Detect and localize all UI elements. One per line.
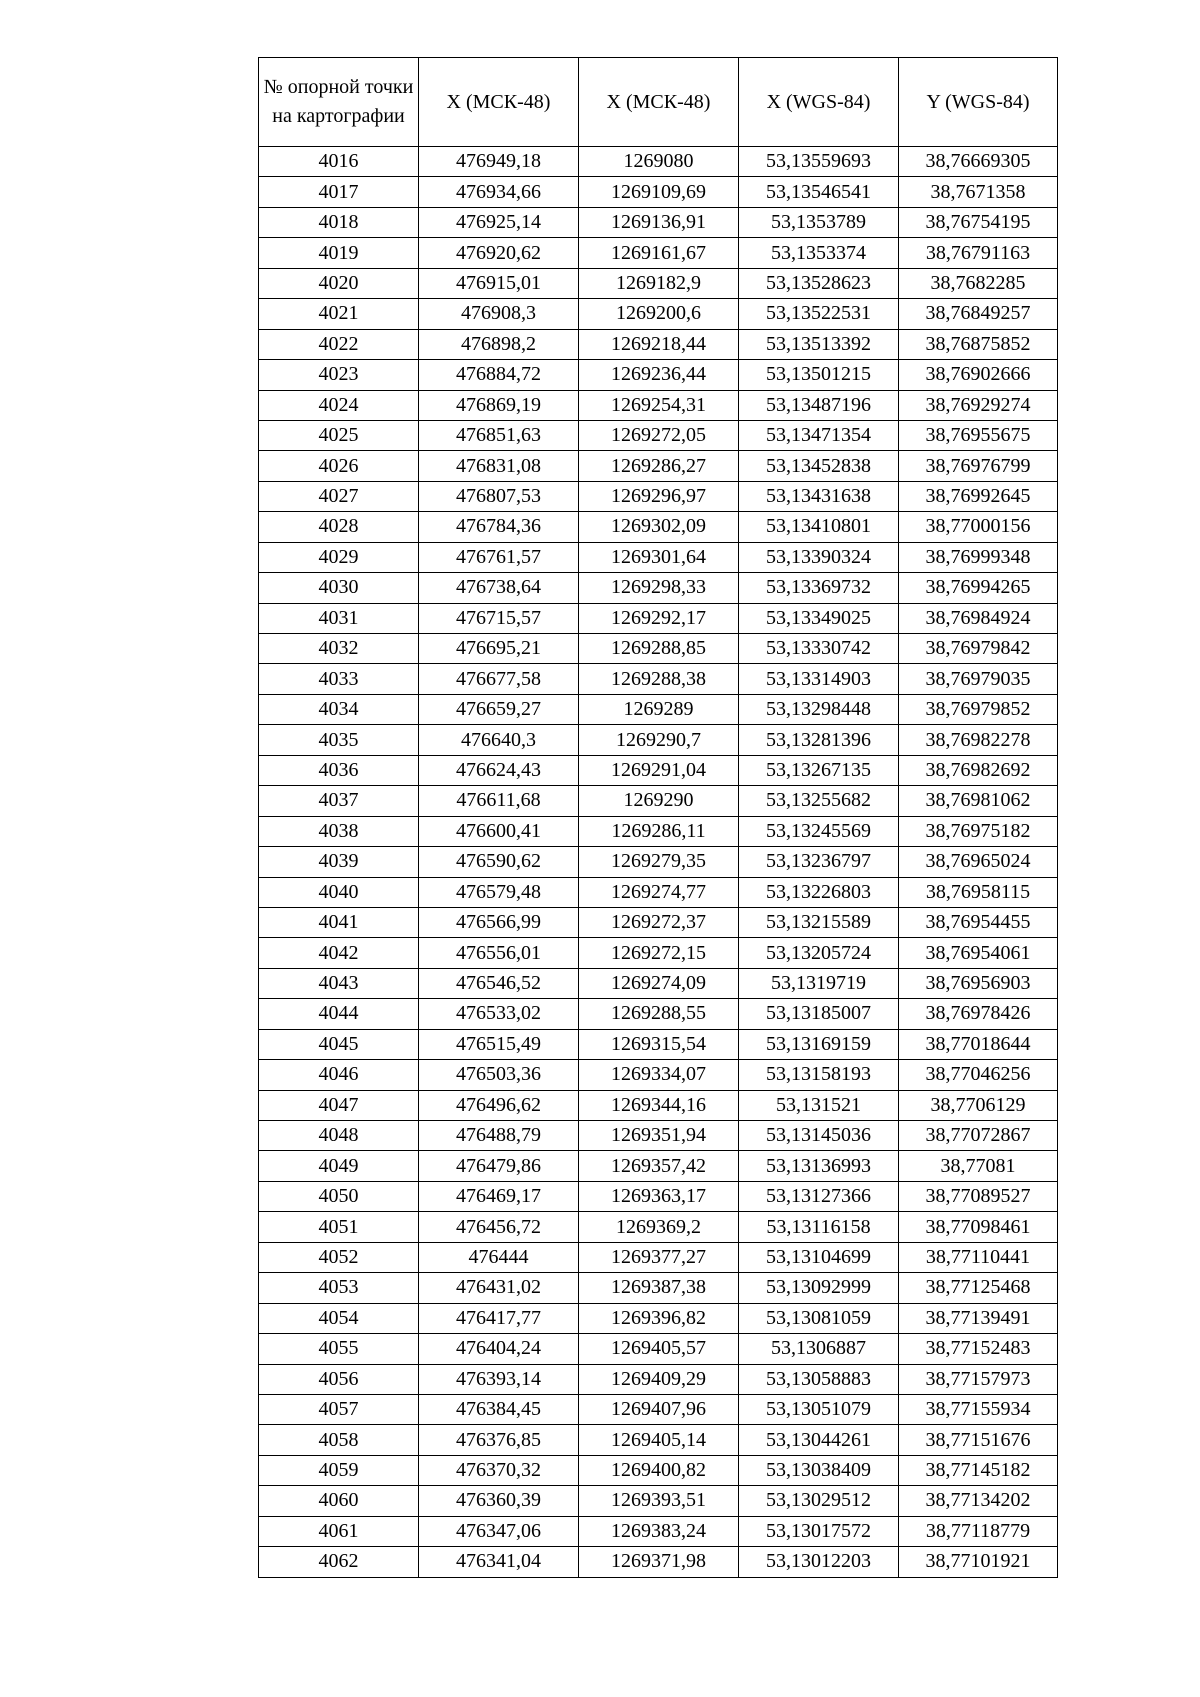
- cell-x-msk48-second: 1269407,96: [579, 1394, 739, 1424]
- cell-y-wgs84: 38,76954061: [899, 938, 1058, 968]
- cell-x-msk48: 476761,57: [419, 542, 579, 572]
- cell-point-number: 4051: [259, 1212, 419, 1242]
- cell-point-number: 4034: [259, 694, 419, 724]
- cell-x-msk48: 476925,14: [419, 207, 579, 237]
- cell-x-msk48-second: 1269369,2: [579, 1212, 739, 1242]
- cell-y-wgs84: 38,76992645: [899, 481, 1058, 511]
- cell-x-wgs84: 53,13314903: [739, 664, 899, 694]
- cell-point-number: 4050: [259, 1181, 419, 1211]
- table-row: [259, 1060, 1058, 1090]
- cell-x-msk48-second: 1269080: [579, 147, 739, 177]
- cell-x-msk48: 476503,36: [419, 1060, 579, 1090]
- cell-x-msk48-second: 1269161,67: [579, 238, 739, 268]
- cell-x-wgs84: 53,13298448: [739, 694, 899, 724]
- cell-x-wgs84: 53,13390324: [739, 542, 899, 572]
- cell-y-wgs84: 38,76929274: [899, 390, 1058, 420]
- cell-x-wgs84: 53,1319719: [739, 968, 899, 998]
- table-row: [259, 1394, 1058, 1424]
- cell-x-msk48: 476370,32: [419, 1455, 579, 1485]
- cell-point-number: 4037: [259, 786, 419, 816]
- cell-x-msk48: 476546,52: [419, 968, 579, 998]
- cell-point-number: 4030: [259, 573, 419, 603]
- cell-point-number: 4035: [259, 725, 419, 755]
- table-row: [259, 1364, 1058, 1394]
- cell-x-wgs84: 53,13145036: [739, 1121, 899, 1151]
- cell-y-wgs84: 38,76999348: [899, 542, 1058, 572]
- cell-y-wgs84: 38,77072867: [899, 1121, 1058, 1151]
- header-row: [259, 58, 1058, 147]
- table-row: [259, 755, 1058, 785]
- cell-point-number: 4047: [259, 1090, 419, 1120]
- cell-x-msk48: 476611,68: [419, 786, 579, 816]
- cell-x-msk48: 476898,2: [419, 329, 579, 359]
- cell-x-msk48-second: 1269400,82: [579, 1455, 739, 1485]
- cell-x-wgs84: 53,1353789: [739, 207, 899, 237]
- cell-x-msk48: 476915,01: [419, 268, 579, 298]
- cell-x-wgs84: 53,13431638: [739, 481, 899, 511]
- cell-y-wgs84: 38,76956903: [899, 968, 1058, 998]
- cell-y-wgs84: 38,7682285: [899, 268, 1058, 298]
- cell-x-msk48-second: 1269302,09: [579, 512, 739, 542]
- cell-point-number: 4023: [259, 360, 419, 390]
- cell-point-number: 4029: [259, 542, 419, 572]
- cell-y-wgs84: 38,76754195: [899, 207, 1058, 237]
- cell-y-wgs84: 38,77151676: [899, 1425, 1058, 1455]
- table-row: [259, 1425, 1058, 1455]
- cell-x-msk48: 476496,62: [419, 1090, 579, 1120]
- header-x-wgs84: X (WGS-84): [739, 58, 899, 147]
- cell-x-msk48: 476566,99: [419, 907, 579, 937]
- cell-x-msk48: 476376,85: [419, 1425, 579, 1455]
- cell-y-wgs84: 38,77018644: [899, 1029, 1058, 1059]
- cell-y-wgs84: 38,76994265: [899, 573, 1058, 603]
- table-row: [259, 542, 1058, 572]
- cell-x-msk48: 476869,19: [419, 390, 579, 420]
- cell-x-msk48: 476738,64: [419, 573, 579, 603]
- cell-x-msk48: 476908,3: [419, 299, 579, 329]
- cell-y-wgs84: 38,77155934: [899, 1394, 1058, 1424]
- cell-y-wgs84: 38,77081: [899, 1151, 1058, 1181]
- table-row: [259, 481, 1058, 511]
- cell-x-wgs84: 53,13255682: [739, 786, 899, 816]
- cell-x-wgs84: 53,13127366: [739, 1181, 899, 1211]
- cell-x-msk48: 476659,27: [419, 694, 579, 724]
- cell-point-number: 4061: [259, 1516, 419, 1546]
- table-row: [259, 968, 1058, 998]
- cell-y-wgs84: 38,76669305: [899, 147, 1058, 177]
- cell-x-msk48-second: 1269377,27: [579, 1242, 739, 1272]
- cell-x-msk48: 476556,01: [419, 938, 579, 968]
- cell-x-msk48-second: 1269109,69: [579, 177, 739, 207]
- cell-x-msk48: 476488,79: [419, 1121, 579, 1151]
- table-row: [259, 1516, 1058, 1546]
- table-row: [259, 603, 1058, 633]
- cell-y-wgs84: 38,77118779: [899, 1516, 1058, 1546]
- cell-x-msk48-second: 1269405,14: [579, 1425, 739, 1455]
- cell-point-number: 4039: [259, 847, 419, 877]
- cell-x-msk48: 476341,04: [419, 1547, 579, 1577]
- cell-y-wgs84: 38,76902666: [899, 360, 1058, 390]
- cell-x-msk48: 476807,53: [419, 481, 579, 511]
- cell-point-number: 4024: [259, 390, 419, 420]
- cell-x-wgs84: 53,131521: [739, 1090, 899, 1120]
- cell-x-msk48: 476934,66: [419, 177, 579, 207]
- table-row: [259, 847, 1058, 877]
- cell-x-wgs84: 53,13281396: [739, 725, 899, 755]
- cell-y-wgs84: 38,77157973: [899, 1364, 1058, 1394]
- cell-point-number: 4048: [259, 1121, 419, 1151]
- cell-x-wgs84: 53,13226803: [739, 877, 899, 907]
- table-row: [259, 207, 1058, 237]
- table-row: [259, 1334, 1058, 1364]
- cell-point-number: 4052: [259, 1242, 419, 1272]
- cell-x-msk48-second: 1269291,04: [579, 755, 739, 785]
- table-row: [259, 573, 1058, 603]
- cell-y-wgs84: 38,76791163: [899, 238, 1058, 268]
- cell-x-wgs84: 53,13017572: [739, 1516, 899, 1546]
- cell-y-wgs84: 38,77110441: [899, 1242, 1058, 1272]
- cell-point-number: 4045: [259, 1029, 419, 1059]
- cell-point-number: 4060: [259, 1486, 419, 1516]
- cell-point-number: 4016: [259, 147, 419, 177]
- cell-x-msk48: 476784,36: [419, 512, 579, 542]
- cell-point-number: 4021: [259, 299, 419, 329]
- cell-y-wgs84: 38,76982278: [899, 725, 1058, 755]
- cell-x-msk48-second: 1269405,57: [579, 1334, 739, 1364]
- table-row: [259, 786, 1058, 816]
- cell-point-number: 4056: [259, 1364, 419, 1394]
- table-row: [259, 177, 1058, 207]
- cell-x-wgs84: 53,13501215: [739, 360, 899, 390]
- cell-point-number: 4025: [259, 420, 419, 450]
- cell-x-msk48: 476851,63: [419, 420, 579, 450]
- table-row: [259, 390, 1058, 420]
- cell-x-msk48-second: 1269286,11: [579, 816, 739, 846]
- cell-x-wgs84: 53,13410801: [739, 512, 899, 542]
- cell-x-msk48-second: 1269315,54: [579, 1029, 739, 1059]
- cell-point-number: 4031: [259, 603, 419, 633]
- cell-x-msk48: 476624,43: [419, 755, 579, 785]
- table-row: [259, 1486, 1058, 1516]
- cell-y-wgs84: 38,77145182: [899, 1455, 1058, 1485]
- cell-point-number: 4059: [259, 1455, 419, 1485]
- cell-x-msk48: 476695,21: [419, 634, 579, 664]
- cell-point-number: 4046: [259, 1060, 419, 1090]
- cell-x-wgs84: 53,13116158: [739, 1212, 899, 1242]
- cell-y-wgs84: 38,76875852: [899, 329, 1058, 359]
- cell-x-wgs84: 53,13452838: [739, 451, 899, 481]
- cell-point-number: 4054: [259, 1303, 419, 1333]
- cell-x-wgs84: 53,13136993: [739, 1151, 899, 1181]
- cell-y-wgs84: 38,76955675: [899, 420, 1058, 450]
- cell-y-wgs84: 38,76978426: [899, 999, 1058, 1029]
- cell-y-wgs84: 38,76982692: [899, 755, 1058, 785]
- cell-y-wgs84: 38,76976799: [899, 451, 1058, 481]
- cell-x-msk48-second: 1269351,94: [579, 1121, 739, 1151]
- cell-point-number: 4041: [259, 907, 419, 937]
- cell-point-number: 4057: [259, 1394, 419, 1424]
- cell-x-wgs84: 53,13169159: [739, 1029, 899, 1059]
- cell-y-wgs84: 38,76979035: [899, 664, 1058, 694]
- table-row: [259, 694, 1058, 724]
- table-row: [259, 1151, 1058, 1181]
- cell-x-wgs84: 53,13522531: [739, 299, 899, 329]
- cell-x-wgs84: 53,13330742: [739, 634, 899, 664]
- cell-point-number: 4036: [259, 755, 419, 785]
- cell-x-msk48: 476884,72: [419, 360, 579, 390]
- table-row: [259, 1090, 1058, 1120]
- cell-x-msk48-second: 1269279,35: [579, 847, 739, 877]
- cell-x-wgs84: 53,13236797: [739, 847, 899, 877]
- cell-y-wgs84: 38,76954455: [899, 907, 1058, 937]
- cell-x-wgs84: 53,13058883: [739, 1364, 899, 1394]
- table-row: [259, 1547, 1058, 1577]
- cell-x-msk48-second: 1269292,17: [579, 603, 739, 633]
- table-row: [259, 1455, 1058, 1485]
- cell-x-msk48: 476533,02: [419, 999, 579, 1029]
- cell-x-wgs84: 53,13081059: [739, 1303, 899, 1333]
- cell-x-msk48-second: 1269218,44: [579, 329, 739, 359]
- cell-x-msk48-second: 1269182,9: [579, 268, 739, 298]
- cell-point-number: 4042: [259, 938, 419, 968]
- cell-x-msk48: 476384,45: [419, 1394, 579, 1424]
- table-row: [259, 1303, 1058, 1333]
- table-row: [259, 451, 1058, 481]
- cell-x-msk48: 476417,77: [419, 1303, 579, 1333]
- cell-point-number: 4062: [259, 1547, 419, 1577]
- table-row: [259, 907, 1058, 937]
- cell-x-msk48: 476404,24: [419, 1334, 579, 1364]
- cell-x-msk48: 476831,08: [419, 451, 579, 481]
- cell-y-wgs84: 38,7671358: [899, 177, 1058, 207]
- cell-x-msk48-second: 1269393,51: [579, 1486, 739, 1516]
- cell-y-wgs84: 38,76849257: [899, 299, 1058, 329]
- cell-y-wgs84: 38,77098461: [899, 1212, 1058, 1242]
- cell-y-wgs84: 38,77152483: [899, 1334, 1058, 1364]
- cell-point-number: 4038: [259, 816, 419, 846]
- cell-x-wgs84: 53,13205724: [739, 938, 899, 968]
- coordinates-table: [258, 57, 1058, 1578]
- cell-x-msk48: 476715,57: [419, 603, 579, 633]
- cell-x-wgs84: 53,13513392: [739, 329, 899, 359]
- cell-x-msk48-second: 1269272,15: [579, 938, 739, 968]
- cell-point-number: 4044: [259, 999, 419, 1029]
- cell-x-msk48-second: 1269301,64: [579, 542, 739, 572]
- cell-x-msk48-second: 1269136,91: [579, 207, 739, 237]
- cell-y-wgs84: 38,77101921: [899, 1547, 1058, 1577]
- cell-x-msk48-second: 1269272,05: [579, 420, 739, 450]
- cell-x-wgs84: 53,13349025: [739, 603, 899, 633]
- cell-x-wgs84: 53,13471354: [739, 420, 899, 450]
- cell-x-msk48-second: 1269290: [579, 786, 739, 816]
- table-row: [259, 329, 1058, 359]
- cell-y-wgs84: 38,77046256: [899, 1060, 1058, 1090]
- cell-x-wgs84: 53,13215589: [739, 907, 899, 937]
- cell-point-number: 4018: [259, 207, 419, 237]
- table-row: [259, 420, 1058, 450]
- cell-point-number: 4019: [259, 238, 419, 268]
- table-row: [259, 877, 1058, 907]
- cell-x-msk48: 476360,39: [419, 1486, 579, 1516]
- cell-point-number: 4040: [259, 877, 419, 907]
- cell-y-wgs84: 38,76975182: [899, 816, 1058, 846]
- cell-x-msk48-second: 1269383,24: [579, 1516, 739, 1546]
- header-x-msk48-second: X (МСК-48): [579, 58, 739, 147]
- cell-point-number: 4058: [259, 1425, 419, 1455]
- cell-x-wgs84: 53,1306887: [739, 1334, 899, 1364]
- cell-point-number: 4017: [259, 177, 419, 207]
- cell-x-msk48: 476677,58: [419, 664, 579, 694]
- cell-x-msk48-second: 1269272,37: [579, 907, 739, 937]
- cell-x-wgs84: 53,13528623: [739, 268, 899, 298]
- cell-x-msk48-second: 1269288,55: [579, 999, 739, 1029]
- cell-point-number: 4027: [259, 481, 419, 511]
- cell-y-wgs84: 38,76981062: [899, 786, 1058, 816]
- cell-x-wgs84: 53,13185007: [739, 999, 899, 1029]
- cell-x-wgs84: 53,13267135: [739, 755, 899, 785]
- cell-x-wgs84: 53,13245569: [739, 816, 899, 846]
- cell-x-msk48-second: 1269236,44: [579, 360, 739, 390]
- cell-y-wgs84: 38,77089527: [899, 1181, 1058, 1211]
- table-row: [259, 1212, 1058, 1242]
- table-row: [259, 360, 1058, 390]
- header-y-wgs84: Y (WGS-84): [899, 58, 1058, 147]
- cell-x-msk48-second: 1269298,33: [579, 573, 739, 603]
- table-header: [259, 58, 1058, 147]
- cell-x-wgs84: 53,13092999: [739, 1273, 899, 1303]
- cell-x-msk48-second: 1269396,82: [579, 1303, 739, 1333]
- table-body: [259, 147, 1058, 1578]
- cell-x-msk48-second: 1269357,42: [579, 1151, 739, 1181]
- table-row: [259, 1181, 1058, 1211]
- cell-point-number: 4033: [259, 664, 419, 694]
- table-row: [259, 725, 1058, 755]
- cell-x-wgs84: 53,13559693: [739, 147, 899, 177]
- cell-y-wgs84: 38,77000156: [899, 512, 1058, 542]
- cell-point-number: 4028: [259, 512, 419, 542]
- cell-point-number: 4020: [259, 268, 419, 298]
- cell-x-msk48: 476949,18: [419, 147, 579, 177]
- cell-point-number: 4043: [259, 968, 419, 998]
- cell-x-wgs84: 53,13012203: [739, 1547, 899, 1577]
- header-point-number: № опорной точки на картографии: [259, 58, 419, 147]
- cell-y-wgs84: 38,76958115: [899, 877, 1058, 907]
- cell-x-wgs84: 53,1353374: [739, 238, 899, 268]
- cell-x-msk48: 476579,48: [419, 877, 579, 907]
- cell-x-msk48: 476393,14: [419, 1364, 579, 1394]
- cell-point-number: 4049: [259, 1151, 419, 1181]
- cell-x-msk48: 476444: [419, 1242, 579, 1272]
- cell-x-msk48-second: 1269288,85: [579, 634, 739, 664]
- table-row: [259, 816, 1058, 846]
- cell-y-wgs84: 38,77125468: [899, 1273, 1058, 1303]
- cell-point-number: 4032: [259, 634, 419, 664]
- table-row: [259, 1242, 1058, 1272]
- table-row: [259, 999, 1058, 1029]
- cell-y-wgs84: 38,7706129: [899, 1090, 1058, 1120]
- cell-x-msk48-second: 1269296,97: [579, 481, 739, 511]
- cell-x-msk48-second: 1269289: [579, 694, 739, 724]
- cell-x-wgs84: 53,13487196: [739, 390, 899, 420]
- cell-x-msk48-second: 1269387,38: [579, 1273, 739, 1303]
- table-row: [259, 938, 1058, 968]
- cell-point-number: 4055: [259, 1334, 419, 1364]
- cell-y-wgs84: 38,77139491: [899, 1303, 1058, 1333]
- cell-x-msk48-second: 1269288,38: [579, 664, 739, 694]
- cell-x-wgs84: 53,13369732: [739, 573, 899, 603]
- table-row: [259, 1121, 1058, 1151]
- cell-x-wgs84: 53,13158193: [739, 1060, 899, 1090]
- cell-y-wgs84: 38,76965024: [899, 847, 1058, 877]
- cell-x-msk48-second: 1269363,17: [579, 1181, 739, 1211]
- cell-x-msk48-second: 1269409,29: [579, 1364, 739, 1394]
- table-row: [259, 512, 1058, 542]
- cell-x-msk48-second: 1269334,07: [579, 1060, 739, 1090]
- cell-y-wgs84: 38,76979842: [899, 634, 1058, 664]
- table-row: [259, 147, 1058, 177]
- cell-x-msk48: 476590,62: [419, 847, 579, 877]
- cell-x-msk48: 476431,02: [419, 1273, 579, 1303]
- cell-x-wgs84: 53,13044261: [739, 1425, 899, 1455]
- cell-x-wgs84: 53,13104699: [739, 1242, 899, 1272]
- cell-x-wgs84: 53,13029512: [739, 1486, 899, 1516]
- table-row: [259, 299, 1058, 329]
- cell-x-msk48: 476479,86: [419, 1151, 579, 1181]
- table-row: [259, 1029, 1058, 1059]
- cell-x-msk48-second: 1269200,6: [579, 299, 739, 329]
- table-row: [259, 1273, 1058, 1303]
- cell-y-wgs84: 38,76979852: [899, 694, 1058, 724]
- table-row: [259, 268, 1058, 298]
- cell-point-number: 4053: [259, 1273, 419, 1303]
- cell-x-msk48: 476640,3: [419, 725, 579, 755]
- table-row: [259, 238, 1058, 268]
- cell-x-wgs84: 53,13546541: [739, 177, 899, 207]
- table-row: [259, 664, 1058, 694]
- cell-x-msk48: 476600,41: [419, 816, 579, 846]
- cell-x-msk48-second: 1269254,31: [579, 390, 739, 420]
- cell-x-msk48: 476920,62: [419, 238, 579, 268]
- cell-x-msk48: 476456,72: [419, 1212, 579, 1242]
- cell-x-wgs84: 53,13038409: [739, 1455, 899, 1485]
- cell-x-wgs84: 53,13051079: [739, 1394, 899, 1424]
- cell-x-msk48: 476469,17: [419, 1181, 579, 1211]
- cell-x-msk48-second: 1269274,09: [579, 968, 739, 998]
- cell-point-number: 4022: [259, 329, 419, 359]
- cell-point-number: 4026: [259, 451, 419, 481]
- cell-x-msk48-second: 1269344,16: [579, 1090, 739, 1120]
- cell-x-msk48-second: 1269371,98: [579, 1547, 739, 1577]
- cell-x-msk48-second: 1269274,77: [579, 877, 739, 907]
- cell-y-wgs84: 38,76984924: [899, 603, 1058, 633]
- cell-x-msk48-second: 1269290,7: [579, 725, 739, 755]
- table-row: [259, 634, 1058, 664]
- cell-x-msk48-second: 1269286,27: [579, 451, 739, 481]
- cell-x-msk48: 476347,06: [419, 1516, 579, 1546]
- header-x-msk48: X (МСК-48): [419, 58, 579, 147]
- cell-y-wgs84: 38,77134202: [899, 1486, 1058, 1516]
- cell-x-msk48: 476515,49: [419, 1029, 579, 1059]
